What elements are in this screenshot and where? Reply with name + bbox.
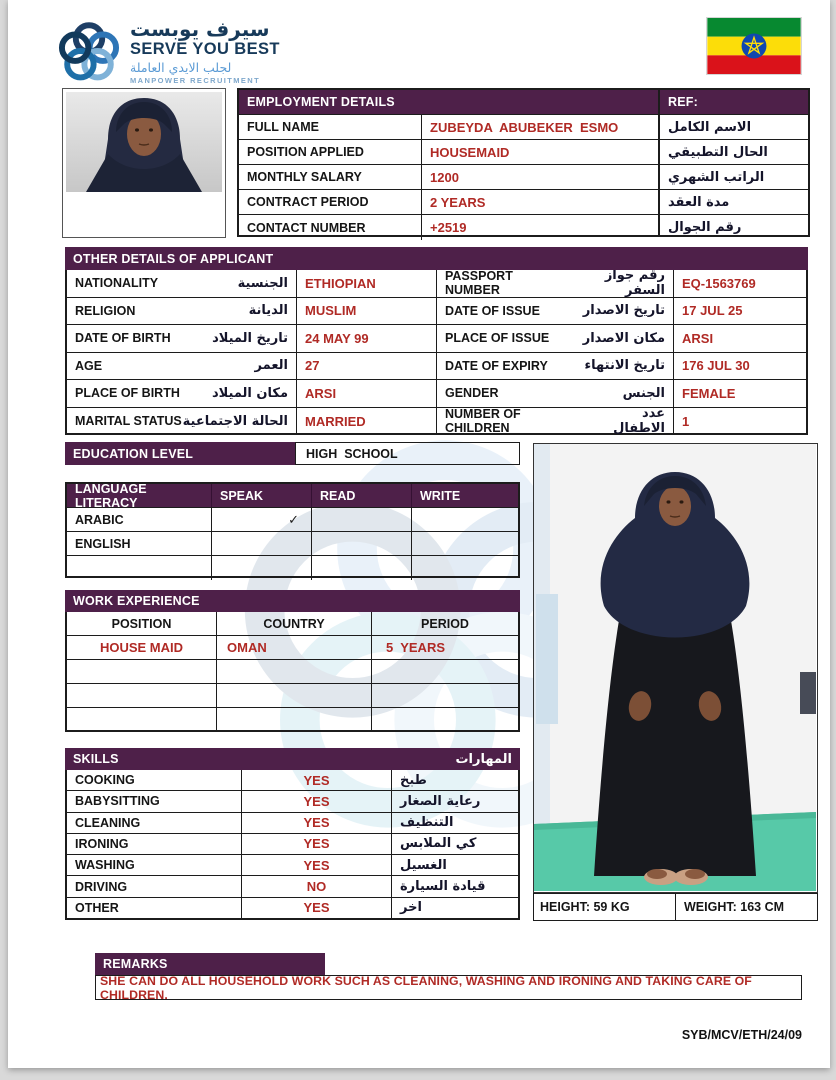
education-level-value: HIGH SCHOOL bbox=[306, 446, 398, 461]
education-level-value-cell bbox=[295, 442, 520, 465]
detail-label: AGE bbox=[75, 358, 103, 373]
education-level-label: EDUCATION LEVEL bbox=[73, 446, 194, 461]
work-row bbox=[67, 660, 518, 684]
detail-label: NATIONALITY bbox=[75, 276, 159, 291]
ethiopia-flag-icon bbox=[706, 17, 802, 75]
applicant-headshot-photo bbox=[66, 92, 222, 192]
skill-label: COOKING bbox=[75, 773, 135, 788]
language-name: ARABIC bbox=[75, 512, 124, 527]
other-details-row bbox=[67, 353, 806, 381]
skill-label: IRONING bbox=[75, 836, 129, 851]
emp-value: 2 YEARS bbox=[430, 194, 486, 210]
remarks-title: REMARKS bbox=[103, 957, 168, 971]
skill-label-arabic: كي الملابس bbox=[400, 836, 477, 852]
detail-value: 176 JUL 30 bbox=[682, 358, 750, 374]
weight-cell bbox=[676, 894, 817, 920]
skills-title-bar bbox=[65, 748, 520, 770]
language-header: LANGUAGE LITERACY bbox=[75, 484, 147, 507]
detail-value: EQ-1563769 bbox=[682, 275, 756, 291]
skill-value: YES bbox=[303, 815, 330, 831]
headshot-frame bbox=[62, 88, 226, 238]
skill-label-arabic: رعاية الصغار bbox=[400, 793, 481, 809]
other-details-title-bar bbox=[65, 247, 808, 270]
emp-value: 1200 bbox=[430, 169, 459, 185]
work-row bbox=[67, 684, 518, 708]
skill-row bbox=[67, 898, 518, 918]
ref-label: REF: bbox=[668, 95, 698, 109]
skill-value: YES bbox=[303, 857, 330, 873]
other-details-row bbox=[67, 408, 806, 436]
detail-label-arabic: الحالة الاجتماعية bbox=[182, 413, 288, 429]
agency-tagline-arabic: لجلب الايدي العاملة bbox=[130, 59, 232, 75]
skills-title-arabic: المهارات bbox=[455, 751, 512, 767]
work-row bbox=[67, 636, 518, 660]
skill-row bbox=[67, 813, 518, 834]
skill-value: YES bbox=[303, 836, 330, 852]
detail-label: RELIGION bbox=[75, 303, 136, 318]
skill-value: YES bbox=[303, 793, 330, 809]
employment-row bbox=[239, 215, 658, 240]
detail-value: ARSI bbox=[305, 385, 337, 401]
language-header: SPEAK bbox=[220, 488, 264, 503]
detail-label: PLACE OF ISSUE bbox=[445, 331, 550, 346]
detail-label-arabic: الجنس bbox=[622, 385, 665, 401]
detail-label: GENDER bbox=[445, 386, 499, 401]
detail-label: DATE OF ISSUE bbox=[445, 303, 540, 318]
skill-value: YES bbox=[303, 900, 330, 916]
emp-label: FULL NAME bbox=[247, 120, 319, 134]
detail-label: NUMBER OF CHILDREN bbox=[445, 407, 521, 435]
detail-label-arabic: تاريخ الانتهاء bbox=[584, 358, 665, 374]
detail-value: FEMALE bbox=[682, 385, 736, 401]
footer-reference-code: SYB/MCV/ETH/24/09 bbox=[681, 1028, 802, 1042]
speak-checkmark: ✓ bbox=[288, 511, 299, 527]
other-details-table bbox=[65, 270, 808, 435]
work-position: HOUSE MAID bbox=[99, 640, 184, 655]
detail-label: MARITAL STATUS bbox=[75, 414, 182, 429]
detail-label: PASSPORT NUMBER bbox=[445, 270, 513, 297]
other-details-row bbox=[67, 298, 806, 326]
work-country: OMAN bbox=[227, 640, 267, 655]
detail-label-arabic: عدد الاطفال bbox=[613, 407, 665, 435]
employment-row bbox=[239, 165, 658, 190]
language-row bbox=[67, 556, 518, 580]
emp-label: CONTRACT PERIOD bbox=[247, 195, 369, 209]
detail-label-arabic: العمر bbox=[254, 358, 288, 374]
skill-label: BABYSITTING bbox=[75, 794, 160, 809]
detail-label-arabic: الديانة bbox=[248, 303, 288, 319]
detail-label-arabic: رقم جواز السفر bbox=[604, 270, 665, 297]
remarks-text-cell bbox=[95, 975, 802, 1000]
education-level-bar bbox=[65, 442, 295, 465]
emp-value: HOUSEMAID bbox=[430, 144, 510, 160]
ref-table bbox=[660, 88, 810, 237]
work-header: POSITION bbox=[111, 616, 172, 631]
remarks-text: SHE CAN DO ALL HOUSEHOLD WORK SUCH AS CLEANING, WASHING AND IRONING AND TAKING CARE OF CHILDREN. bbox=[100, 973, 752, 1002]
other-details-row bbox=[67, 380, 806, 408]
emp-label-arabic: الاسم الكامل bbox=[668, 119, 752, 135]
skills-title: SKILLS bbox=[73, 752, 119, 766]
work-period: 5 YEARS bbox=[386, 640, 446, 655]
other-details-row bbox=[67, 270, 806, 298]
detail-label-arabic: الجنسية bbox=[237, 275, 288, 291]
skill-row bbox=[67, 876, 518, 897]
other-details-title: OTHER DETAILS OF APPLICANT bbox=[73, 251, 274, 266]
detail-value: 17 JUL 25 bbox=[682, 303, 743, 319]
detail-value: MARRIED bbox=[305, 413, 366, 429]
skill-label-arabic: قيادة السيارة bbox=[400, 879, 486, 895]
work-experience-title: WORK EXPERIENCE bbox=[73, 594, 200, 608]
emp-label: CONTACT NUMBER bbox=[247, 220, 366, 235]
detail-label-arabic: تاريخ الميلاد bbox=[212, 330, 288, 346]
emp-label-arabic: رقم الجوال bbox=[668, 220, 742, 235]
skill-label: DRIVING bbox=[75, 879, 128, 894]
skill-row bbox=[67, 791, 518, 812]
agency-name-arabic: سيرف يوبست bbox=[130, 17, 270, 41]
ref-title-bar bbox=[660, 90, 808, 115]
detail-value: 24 MAY 99 bbox=[305, 330, 369, 346]
work-header: PERIOD bbox=[421, 616, 469, 631]
skill-value: YES bbox=[303, 772, 330, 788]
detail-value: ETHIOPIAN bbox=[305, 275, 376, 291]
skill-label-arabic: طبخ bbox=[400, 772, 427, 788]
language-row bbox=[67, 508, 518, 532]
agency-logo-icon bbox=[55, 20, 123, 86]
detail-label: PLACE OF BIRTH bbox=[75, 386, 180, 401]
language-literacy-table bbox=[65, 482, 520, 578]
employment-row bbox=[239, 140, 658, 165]
detail-value: 27 bbox=[305, 358, 320, 374]
remarks-title-bar bbox=[95, 953, 325, 975]
language-header-row bbox=[67, 484, 518, 508]
detail-label: DATE OF BIRTH bbox=[75, 331, 171, 346]
emp-label-arabic: الحال التطبيقي bbox=[668, 144, 768, 160]
employment-table bbox=[237, 88, 660, 237]
agency-name-english: SERVE YOU BEST bbox=[130, 40, 280, 58]
other-details-row bbox=[67, 325, 806, 353]
skill-label: CLEANING bbox=[75, 815, 141, 830]
body-measurements-row bbox=[533, 893, 818, 921]
skill-label-arabic: الغسيل bbox=[400, 857, 447, 873]
work-experience-table bbox=[65, 612, 520, 732]
language-header: READ bbox=[320, 488, 356, 503]
detail-label: DATE OF EXPIRY bbox=[445, 358, 548, 373]
language-header: WRITE bbox=[420, 488, 461, 503]
emp-label: POSITION APPLIED bbox=[247, 145, 364, 159]
skill-row bbox=[67, 855, 518, 876]
applicant-fullbody-photo bbox=[534, 444, 816, 891]
work-header: COUNTRY bbox=[263, 616, 325, 631]
skill-label-arabic: التنظيف bbox=[400, 815, 454, 831]
detail-label-arabic: تاريخ الاصدار bbox=[582, 303, 665, 319]
skill-row bbox=[67, 770, 518, 791]
height-value: HEIGHT: 59 KG bbox=[540, 900, 630, 914]
emp-value: ZUBEYDA ABUBEKER ESMO bbox=[430, 119, 619, 135]
work-experience-title-bar bbox=[65, 590, 520, 612]
skill-row bbox=[67, 834, 518, 855]
detail-label-arabic: مكان الميلاد bbox=[211, 385, 288, 401]
agency-tagline-english: MANPOWER RECRUITMENT bbox=[130, 76, 261, 86]
skill-value: NO bbox=[306, 879, 327, 895]
skills-table bbox=[65, 770, 520, 920]
detail-value: 1 bbox=[682, 413, 690, 429]
emp-label-arabic: مدة العقد bbox=[668, 194, 730, 210]
employment-row bbox=[239, 190, 658, 215]
language-row bbox=[67, 532, 518, 556]
detail-value: ARSI bbox=[682, 330, 714, 346]
emp-value: +2519 bbox=[430, 220, 467, 235]
work-row bbox=[67, 708, 518, 732]
detail-label-arabic: مكان الاصدار bbox=[582, 330, 665, 346]
skill-label: OTHER bbox=[75, 900, 119, 915]
work-header-row bbox=[67, 612, 518, 636]
skill-label-arabic: اخر bbox=[400, 900, 422, 916]
detail-value: MUSLIM bbox=[305, 303, 357, 319]
emp-label: MONTHLY SALARY bbox=[247, 170, 362, 184]
employment-title-bar bbox=[239, 90, 658, 115]
emp-label-arabic: الراتب الشهري bbox=[668, 169, 765, 185]
employment-row bbox=[239, 115, 658, 140]
skill-label: WASHING bbox=[75, 858, 135, 873]
fullbody-photo-frame bbox=[533, 443, 818, 893]
weight-value: WEIGHT: 163 CM bbox=[684, 900, 785, 914]
agency-logo-text bbox=[130, 18, 320, 87]
height-cell bbox=[534, 894, 676, 920]
language-name: ENGLISH bbox=[75, 536, 131, 551]
employment-title: EMPLOYMENT DETAILS bbox=[247, 95, 395, 109]
